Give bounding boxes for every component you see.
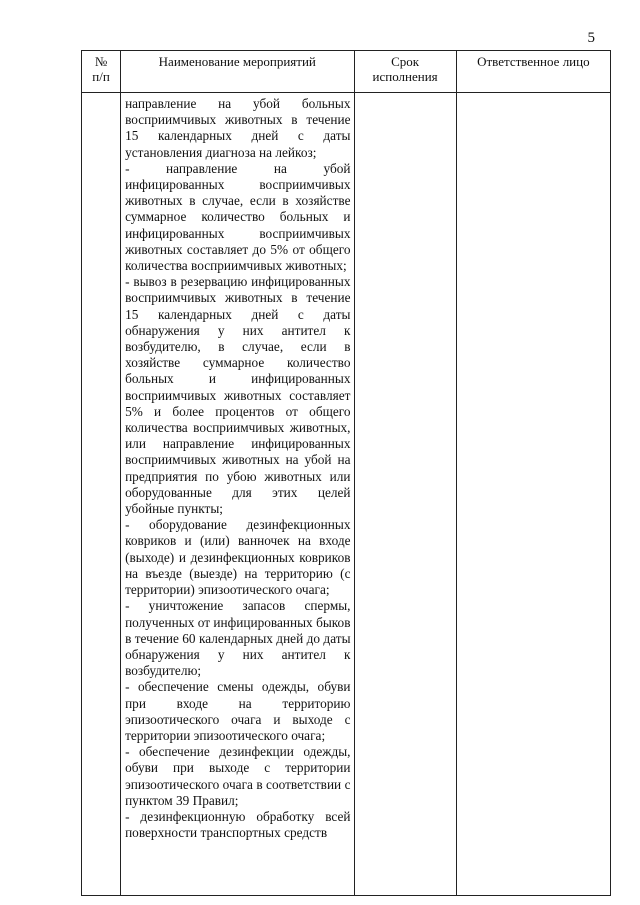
- page-number: 5: [587, 30, 595, 46]
- header-name-label: Наименование мероприятий: [158, 54, 316, 69]
- measure-paragraph: - обеспечение смены одежды, обуви при входе на территорию эпизоотического очага и выходе с территории эпизоотического очага;: [125, 679, 351, 743]
- header-term-line1: Срок: [391, 54, 420, 69]
- measure-paragraph: - дезинфекционную обработку всей поверхности транспортных средств: [125, 808, 351, 841]
- header-name: [121, 51, 354, 93]
- cell-number: [82, 93, 121, 896]
- cell-responsible: [456, 93, 610, 896]
- measure-paragraph: - уничтожение запасов спермы, полученных от инфицированных быков в течение 60 календарных дней до даты обнаружения у них антител к возбудителю;: [125, 598, 351, 679]
- header-number-line2: п/п: [92, 69, 110, 84]
- measures-table: [81, 50, 611, 896]
- header-responsible: [456, 51, 610, 93]
- measures-text: [121, 93, 353, 841]
- measure-paragraph: - направление на убой инфицированных восприимчивых животных в случае, если в хозяйстве суммарное количество больных и инфицированных восприимчивых животных составляет до 5% от общего количества восприимчивых животных;: [125, 160, 351, 274]
- measure-paragraph: - обеспечение дезинфекции одежды, обуви при выходе с территории эпизоотического очага в соответствии с пунктом 39 Правил;: [125, 744, 351, 808]
- header-term: [354, 51, 456, 93]
- header-responsible-label: Ответственное лицо: [477, 54, 590, 69]
- cell-measures: [121, 93, 354, 896]
- table-header-row: [82, 51, 611, 93]
- header-number: [82, 51, 121, 93]
- measure-paragraph: - оборудование дезинфекционных ковриков и (или) ванночек на входе (выходе) и дезинфекционных ковриков на въезде (выезде) на территорию (с территории) эпизоотического очага;: [125, 517, 351, 598]
- header-term-line2: исполнения: [372, 69, 438, 84]
- measure-paragraph: направление на убой больных восприимчивых животных в течение 15 календарных дней с даты установления диагноза на лейкоз;: [125, 96, 351, 160]
- header-number-line1: №: [94, 54, 108, 69]
- cell-term: [354, 93, 456, 896]
- measure-paragraph: - вывоз в резервацию инфицированных восприимчивых животных в течение 15 календарных дней с даты обнаружения у них антител к возбудителю, в случае, если в хозяйстве суммарное количество больных и инфицированных восприимчивых животных составляет 5% и более процентов от общего количества восприимчивых животных, или направление инфицированных восприимчивых животных на убой на предприятия по убою животных или оборудованные для этих целей убойные пункты;: [125, 274, 351, 517]
- table-row: [82, 93, 611, 896]
